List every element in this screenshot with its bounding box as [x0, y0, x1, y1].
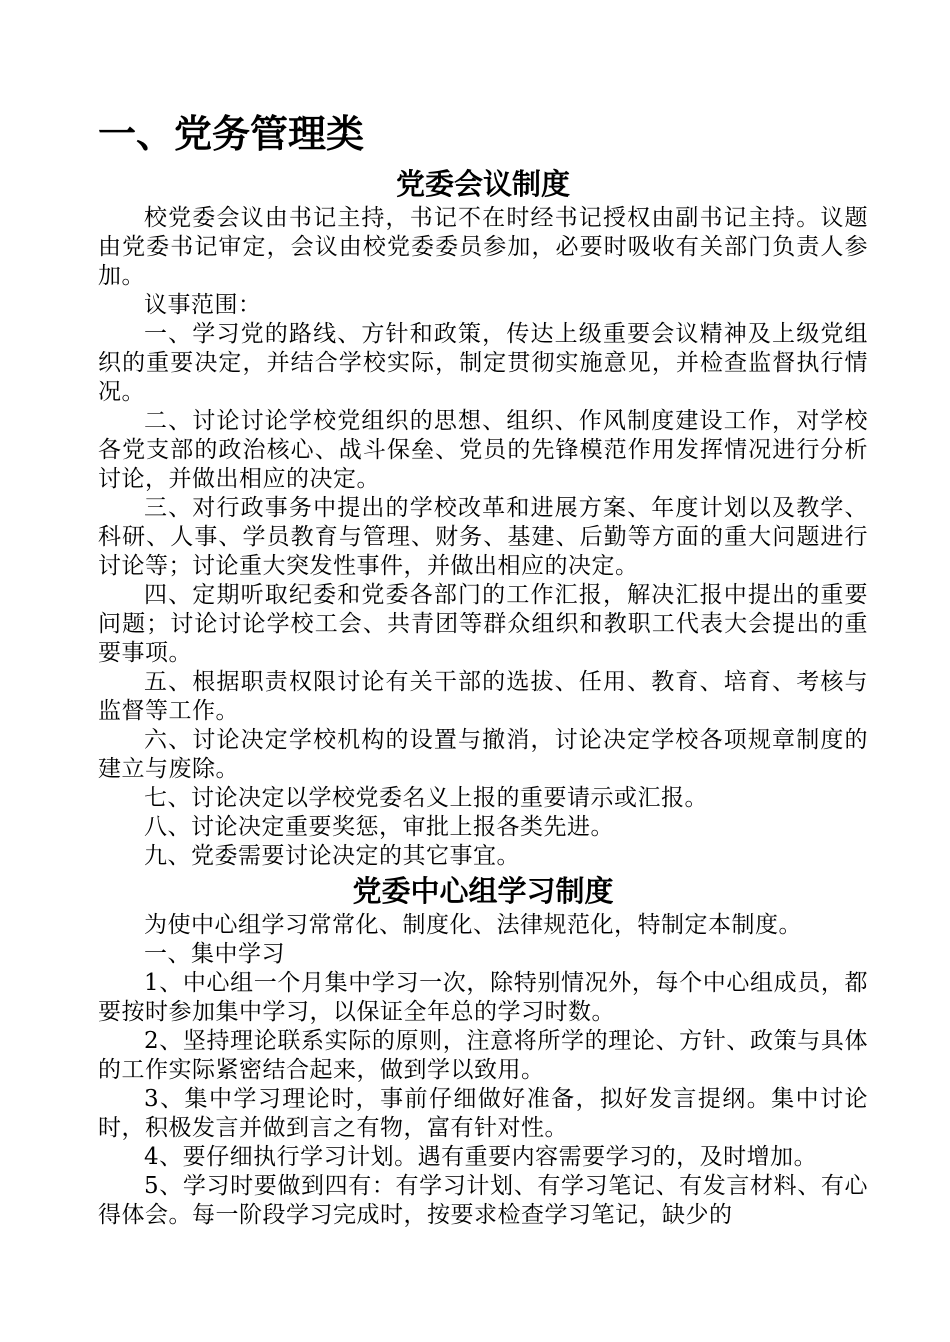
paragraph: 校党委会议由书记主持，书记不在时经书记授权由副书记主持。议题由党委书记审定，会议由校党委委员参加，必要时吸收有关部门负责人参加。 [98, 205, 868, 289]
paragraph: 4、要仔细执行学习计划。遇有重要内容需要学习的，及时增加。 [144, 1144, 818, 1170]
paragraph: 2、坚持理论联系实际的原则，注意将所学的理论、方针、政策与具体的工作实际紧密结合起来，做到学以致用。 [98, 1028, 868, 1083]
document-page [98, 104, 868, 1230]
paragraph: 八、讨论决定重要奖惩，审批上报各类先进。 [144, 814, 614, 840]
paragraph: 四、定期听取纪委和党委各部门的工作汇报，解决汇报中提出的重要问题；讨论讨论学校工会、共青团等群众组织和教职工代表大会提出的重要事项。 [98, 582, 868, 666]
paragraph: 六、讨论决定学校机构的设置与撤消，讨论决定学校各项规章制度的建立与废除。 [98, 727, 868, 782]
paragraph: 三、对行政事务中提出的学校改革和进展方案、年度计划以及教学、科研、人事、学员教育与管理、财务、基建、后勤等方面的重大问题进行讨论等；讨论重大突发性事件，并做出相应的决定。 [98, 495, 868, 579]
paragraph: 七、讨论决定以学校党委名义上报的重要请示或汇报。 [144, 785, 708, 811]
paragraph: 一、学习党的路线、方针和政策，传达上级重要会议精神及上级党组织的重要决定，并结合学校实际，制定贯彻实施意见，并检查监督执行情况。 [98, 321, 868, 405]
paragraph: 一、集中学习 [144, 941, 285, 967]
paragraph: 1、中心组一个月集中学习一次，除特别情况外，每个中心组成员，都要按时参加集中学习，以保证全年总的学习时数。 [98, 970, 868, 1025]
section-central-group-study [98, 871, 868, 1230]
paragraph: 二、讨论讨论学校党组织的思想、组织、作风制度建设工作，对学校各党支部的政治核心、战斗保垒、党员的先锋模范作用发挥情况进行分析讨论，并做出相应的决定。 [98, 408, 868, 492]
section-party-committee-meeting [98, 164, 868, 871]
paragraph: 议事范围： [144, 292, 262, 318]
section-title: 党委会议制度 [395, 167, 570, 201]
chapter-title: 一、党务管理类 [98, 112, 365, 156]
paragraph: 5、学习时要做到四有：有学习计划、有学习笔记、有发言材料、有心得体会。每一阶段学习完成时，按要求检查学习笔记，缺少的 [98, 1173, 868, 1228]
paragraph: 五、根据职责权限讨论有关干部的选拔、任用、教育、培育、考核与监督等工作。 [98, 669, 868, 724]
paragraph: 九、党委需要讨论决定的其它事宜。 [144, 843, 520, 869]
paragraph: 为使中心组学习常常化、制度化、法律规范化，特制定本制度。 [144, 912, 802, 938]
section-title: 党委中心组学习制度 [352, 874, 614, 908]
paragraph: 3、集中学习理论时，事前仔细做好准备，拟好发言提纲。集中讨论时，积极发言并做到言之有物，富有针对性。 [98, 1086, 868, 1141]
